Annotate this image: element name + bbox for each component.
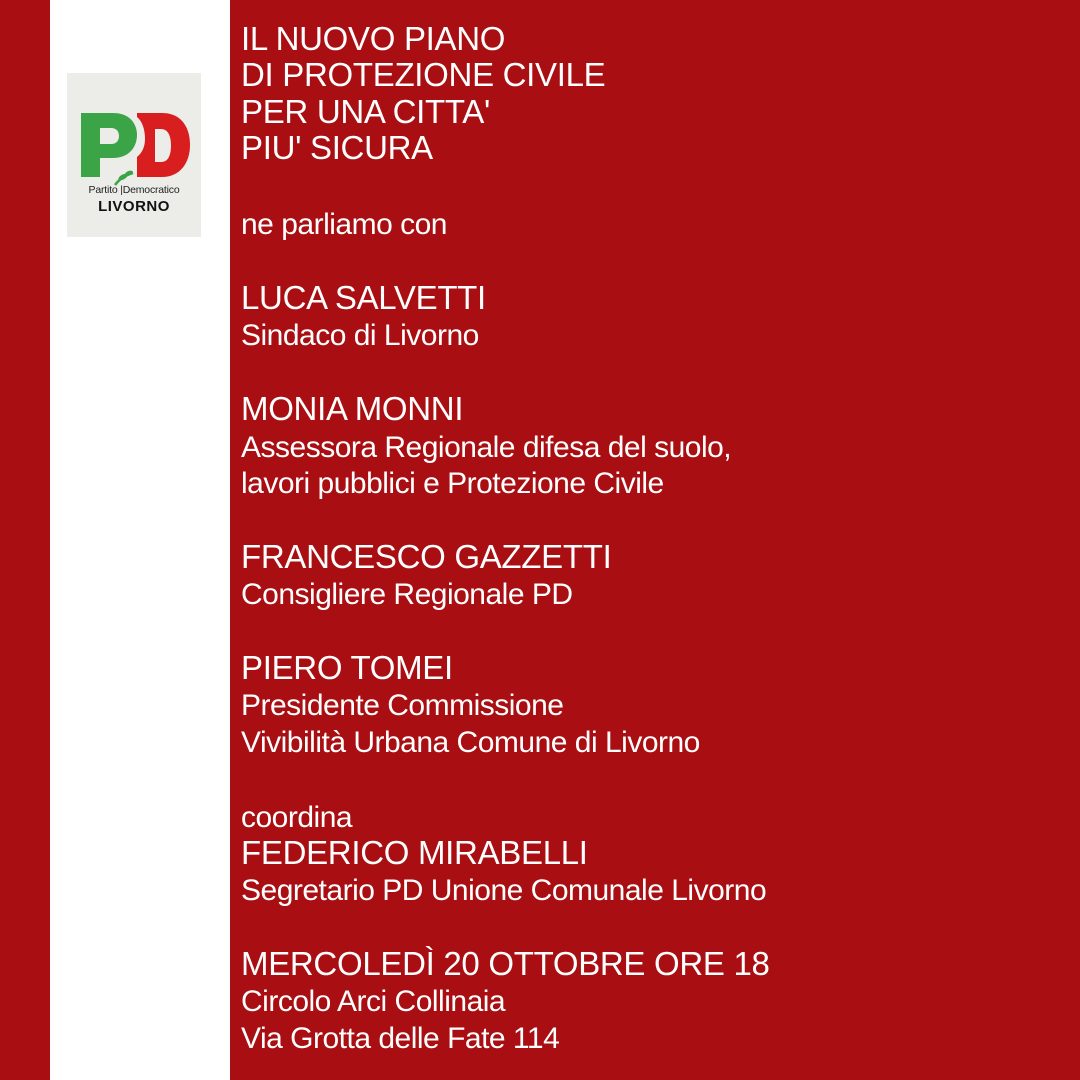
title-line-2: DI PROTEZIONE CIVILE	[241, 56, 606, 93]
speaker-4-name: PIERO TOMEI	[241, 649, 453, 686]
event-venue: Circolo Arci Collinaia	[241, 985, 506, 1018]
event-date: MERCOLEDÌ 20 OTTOBRE ORE 18	[241, 945, 770, 982]
speaker-4-role-line-2: Vivibilità Urbana Comune di Livorno	[241, 726, 700, 759]
speaker-4-role-line-1: Presidente Commissione	[241, 689, 564, 722]
moderator-name: FEDERICO MIRABELLI	[241, 834, 588, 871]
moderator-role: Segretario PD Unione Comunale Livorno	[241, 874, 767, 907]
logo-partito: Partito	[88, 184, 118, 196]
logo-letter-d	[137, 113, 190, 177]
title-line-1: IL NUOVO PIANO	[241, 20, 506, 57]
logo-city: LIVORNO	[98, 198, 170, 215]
speaker-2-role-line-1: Assessora Regionale difesa del suolo,	[241, 431, 732, 464]
pd-livorno-logo	[67, 73, 201, 237]
speaker-1-name: LUCA SALVETTI	[241, 279, 486, 316]
speaker-3-name: FRANCESCO GAZZETTI	[241, 538, 612, 575]
speaker-1-role: Sindaco di Livorno	[241, 319, 479, 352]
title-line-4: PIU' SICURA	[241, 129, 433, 166]
speaker-2-role-line-2: lavori pubblici e Protezione Civile	[241, 467, 664, 500]
left-red-strip	[0, 0, 50, 1080]
logo-party-name: Partito |Democratico	[88, 184, 180, 196]
logo-letter-p	[81, 113, 137, 177]
poster-content	[241, 0, 1071, 1080]
speaker-3-role: Consigliere Regionale PD	[241, 578, 573, 611]
logo-democratico: Democratico	[122, 184, 180, 196]
event-address: Via Grotta delle Fate 114	[241, 1022, 560, 1055]
moderator-label: coordina	[241, 801, 353, 834]
speaker-2-name: MONIA MONNI	[241, 390, 464, 427]
intro-text: ne parliamo con	[241, 208, 447, 241]
title-line-3: PER UNA CITTA'	[241, 93, 491, 130]
